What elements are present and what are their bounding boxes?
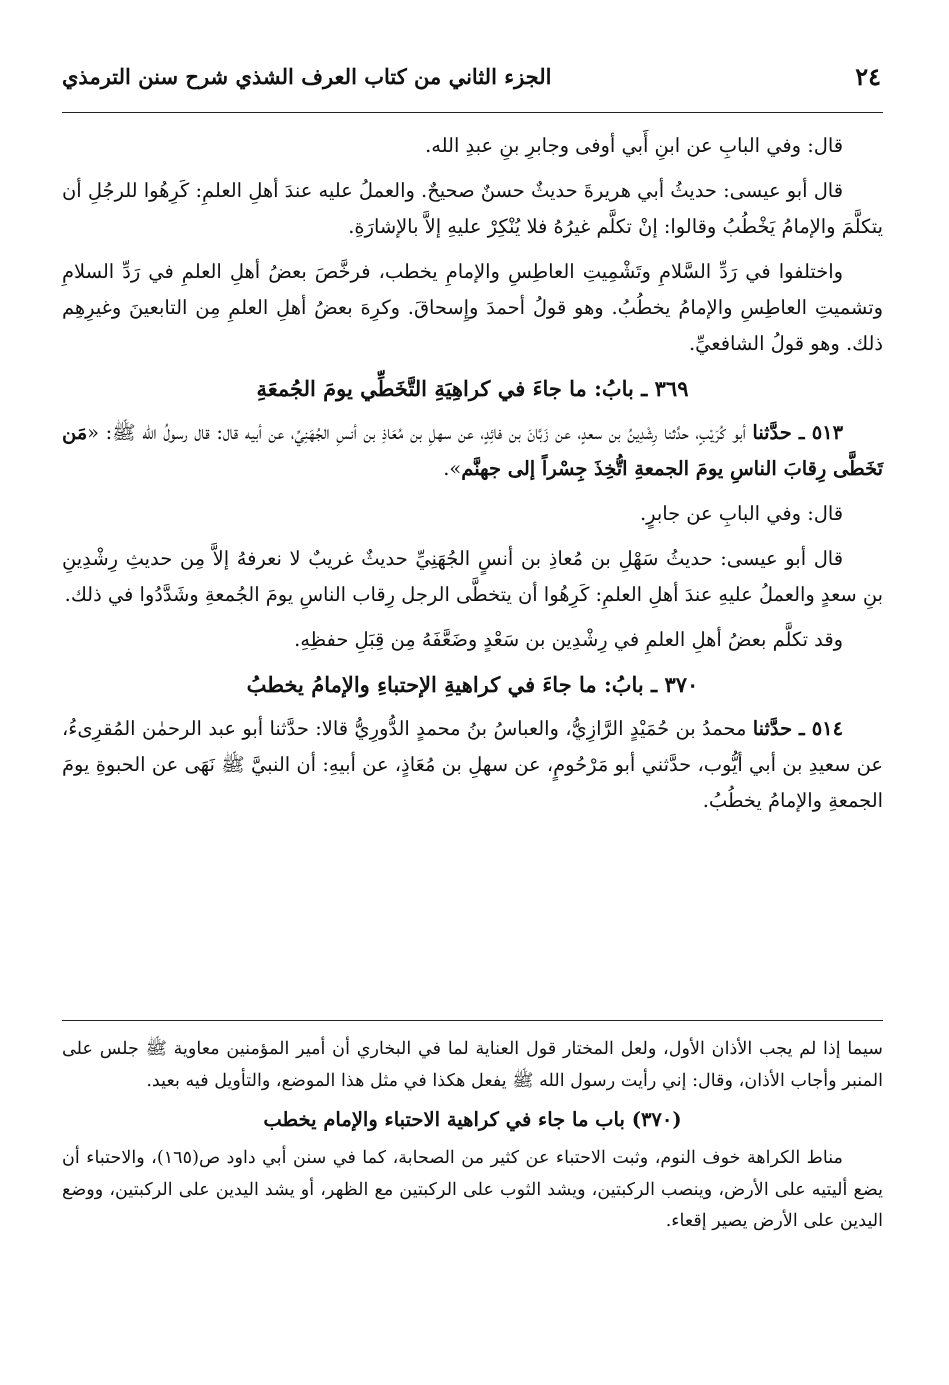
paragraph: واختلفوا في رَدِّ السَّلامِ وتَشْمِيتِ العاطِسِ والإمامِ يخطب، فرخَّصَ بعضُ أهلِ العلمِ في رَدِّ السلامِ وتشميتِ العاطِسِ والإمامُ يخطُبُ. وهو قولُ أحمدَ وإِسحاقَ. وكرِهَ بعضُ أهلِ العلمِ مِن التابعينَ وغيرِهِم ذلك. وهو قولُ الشافعيِّ. bbox=[62, 260, 883, 355]
hadith-end: ». bbox=[443, 457, 462, 480]
page-number: ٢٤ bbox=[855, 62, 881, 91]
paragraph: قال: وفي البابِ عن ابنِ أَبي أوفى وجابرِ بنِ عبدِ الله. bbox=[425, 134, 843, 157]
main-text bbox=[62, 128, 883, 828]
paragraph: قال: وفي البابِ عن جابرٍ. bbox=[639, 502, 843, 525]
running-title: الجزء الثاني من كتاب العرف الشذي شرح سنن الترمذي bbox=[62, 64, 552, 89]
paragraph: قال أبو عيسى: حديثُ أبي هريرةَ حديثٌ حسنٌ صحيحٌ. والعملُ عليه عندَ أهلِ العلمِ: كَرِهُوا للرجُلِ أن يتكلَّمَ والإمامُ يَخْطُبُ وقالوا: إنْ تكلَّم غيرُهُ فلا يُنْكِرْ عليهِ إلاَّ بالإشارَةِ. bbox=[62, 179, 883, 238]
chapter-heading: ٣٧٠ ـ بابُ: ما جاءَ في كراهيةِ الإحتباءِ والإمامُ يخطبُ bbox=[246, 672, 699, 697]
paragraph: وقد تكلَّم بعضُ أهلِ العلمِ في رِشْدِين بن سَعْدٍ وضَعَّفَهُ مِن قِبَلِ حفظِهِ. bbox=[294, 628, 843, 651]
hadith-label: ٥١٣ ـ حدَّثنا bbox=[752, 421, 843, 444]
footnote-heading: (٣٧٠) باب ما جاء في كراهية الاحتباء والإمام يخطب bbox=[263, 1108, 682, 1131]
footnotes bbox=[62, 1034, 883, 1244]
footnote-text: سيما إذا لم يجب الأذان الأول، ولعل المختار قول العناية لما في البخاري أن أمير المؤمنين معاوية ﷺ جلس على المنبر وأجاب الأذان، وقال: إني رأيت رسول الله ﷺ يفعل هكذا في مثل هذا الموضع، والتأويل فيه بعيد. bbox=[62, 1039, 883, 1091]
hadith-quote: مَن تَخَطَّى رِقابَ الناسِ يومَ الجمعةِ اتُّخِذَ جِسْراً إلى جهنَّم bbox=[62, 421, 883, 480]
page-header bbox=[62, 62, 881, 102]
footnote-rule bbox=[62, 1020, 883, 1021]
hadith-text: محمدُ بن حُمَيْدٍ الرَّازِيُّ، والعباسُ بنُ محمدٍ الدُّورِيُّ قالا: حدَّثنا أبو عبد الرحمٰن المُقرِىءُ، عن سعيدِ بن أبي أيُّوب، حدَّثني أبو مَرْحُومٍ، عن سهلِ بن مُعَاذٍ، عن أبيهِ: أن النبيَّ ﷺ نَهَى عن الحبوةِ يومَ الجمعةِ والإمامُ يخطُبُ. bbox=[62, 717, 883, 812]
hadith-text: أبو كُرَيْبٍ، حدَّثنا رِشْدِينُ بن سعدٍ، عن زَبَّانَ بن فائِدٍ، عن سهلِ بن مُعَاذِ بن أنسِ الجُهَنِيِّ، عن أبيه قال: قال رسولُ الله ﷺ: « bbox=[87, 421, 746, 444]
hadith-513 bbox=[62, 415, 883, 487]
footnote-text: مناط الكراهة خوف النوم، وثبت الاحتباء عن كثير من الصحابة، كما في سنن أبي داود ص(١٦٥)، والاحتباء أن يضع أليتيه على الأرض، وينصب الركبتين، ويشد الثوب على الركبتين مع الظهر، أو يشد اليدين على الركبتين، ووضع اليدين على الأرض يصير إقعاء. bbox=[62, 1148, 883, 1231]
hadith-label: ٥١٤ ـ حدَّثنا bbox=[752, 717, 843, 740]
paragraph: قال أبو عيسى: حديثُ سَهْلِ بن مُعاذِ بن أنسٍ الجُهَنِيِّ حديثٌ غريبٌ لا نعرفهُ إلاَّ مِن حديثِ رِشْدِينِ بنِ سعدٍ والعملُ عليهِ عندَ أهلِ العلمِ: كَرِهُوا أن يتخطَّى الرجل رِقاب الناسِ يومَ الجُمعةِ وشَدَّدُوا في ذلك. bbox=[62, 547, 883, 606]
hadith-514 bbox=[62, 711, 883, 819]
chapter-heading: ٣٦٩ ـ بابُ: ما جاءَ في كراهِيَةِ التَّخَطِّي يومَ الجُمعَةِ bbox=[256, 376, 689, 401]
header-rule bbox=[62, 112, 883, 113]
